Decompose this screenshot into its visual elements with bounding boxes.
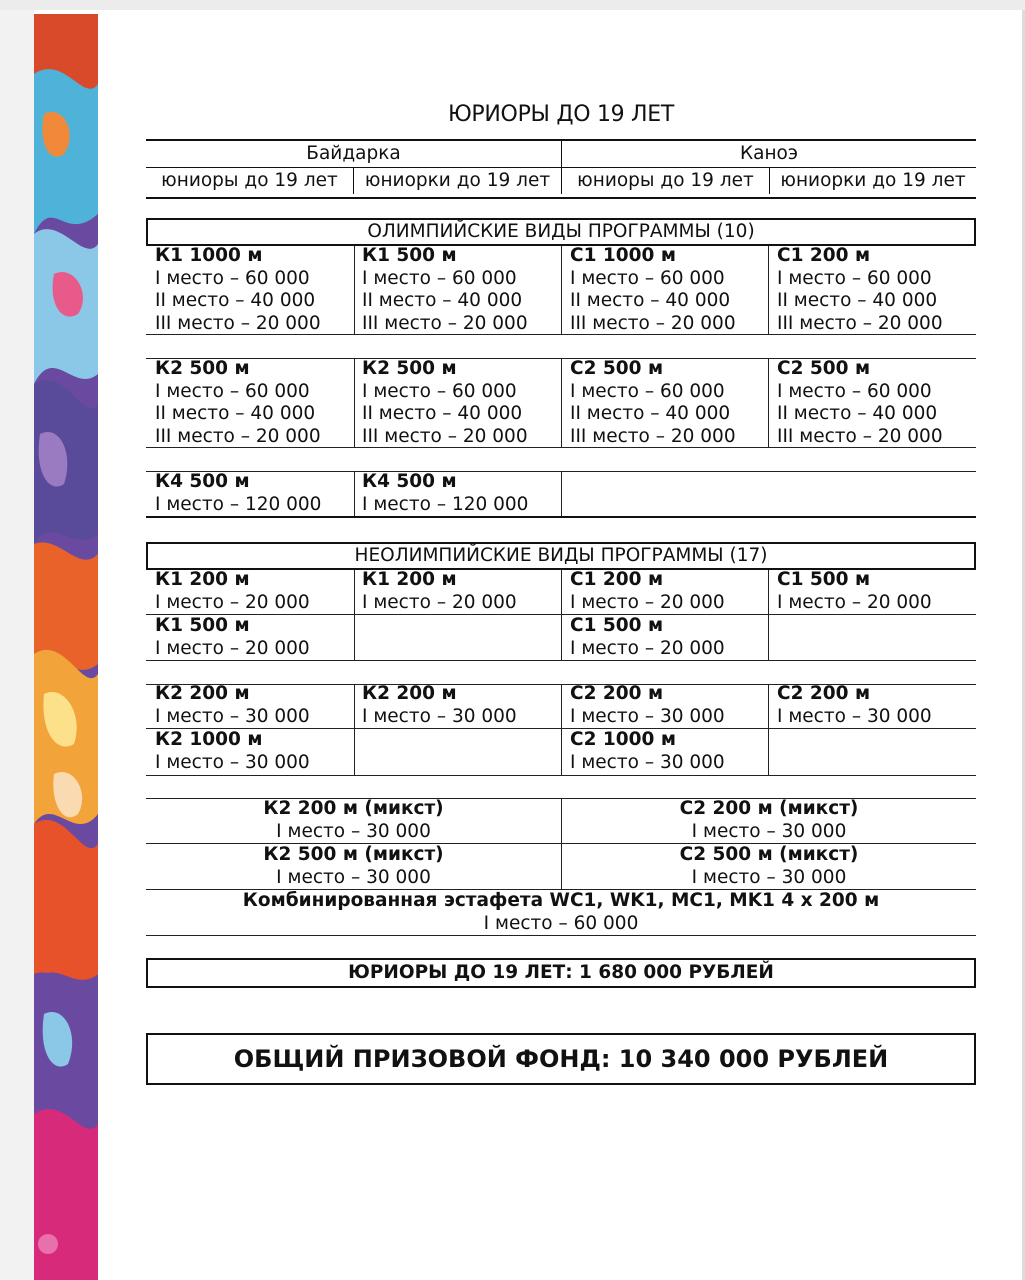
divider: [561, 246, 562, 334]
divider: [354, 684, 355, 775]
event-cell: К2 500 м I место – 60 000 II место – 40 000 III место – 20 000: [155, 358, 321, 447]
divider: [561, 471, 562, 517]
event-cell: К2 200 м (микст) I место – 30 000: [263, 798, 444, 842]
event-cell: К2 1000 м I место – 30 000: [155, 729, 310, 773]
divider: [354, 358, 355, 447]
event-cell: С2 200 м I место – 30 000: [570, 683, 725, 727]
header-sub-4: юниорки до 19 лет: [769, 168, 976, 194]
header-sub-2: юниорки до 19 лет: [353, 168, 561, 194]
relay-cell: Комбинированная эстафета WC1, WK1, MC1, MK1 4 х 200 м I место – 60 000: [242, 890, 880, 934]
divider: [561, 684, 562, 775]
event-cell: С1 200 м I место – 60 000 II место – 40 000 III место – 20 000: [777, 245, 943, 334]
event-cell: К2 200 м I место – 30 000: [362, 683, 517, 727]
event-cell: С1 500 м I место – 20 000: [777, 569, 932, 613]
column-header: [146, 139, 976, 199]
header-sub-1: юниоры до 19 лет: [161, 170, 338, 191]
event-cell: К2 500 м I место – 60 000 II место – 40 000 III место – 20 000: [362, 358, 528, 447]
divider: [561, 358, 562, 447]
header-sub-3: юниоры до 19 лет: [561, 168, 769, 194]
event-cell: К2 500 м (микст) I место – 30 000: [263, 844, 444, 888]
divider: [354, 471, 355, 517]
event-cell: К1 200 м I место – 20 000: [155, 569, 310, 613]
event-cell: С1 200 м I место – 20 000: [570, 569, 725, 613]
section-total: ЮРИОРЫ ДО 19 ЛЕТ: 1 680 000 РУБЛЕЙ: [146, 958, 976, 988]
header-group-canoe: Каноэ: [561, 141, 976, 167]
event-cell: С2 500 м (микст) I место – 30 000: [679, 844, 859, 888]
event-cell: К1 500 м I место – 20 000: [155, 615, 310, 659]
divider: [146, 775, 976, 776]
event-cell: С2 1000 м I место – 30 000: [570, 729, 725, 773]
divider: [146, 447, 976, 448]
event-cell: С2 200 м I место – 30 000: [777, 683, 932, 727]
event-cell: К1 200 м I место – 20 000: [362, 569, 517, 613]
divider: [146, 334, 976, 335]
event-cell: С2 200 м (микст) I место – 30 000: [679, 798, 859, 842]
olympic-section-heading: ОЛИМПИЙСКИЕ ВИДЫ ПРОГРАММЫ (10): [146, 218, 976, 246]
divider: [354, 246, 355, 334]
event-cell: С2 500 м I место – 60 000 II место – 40 000 III место – 20 000: [777, 358, 943, 447]
decorative-paint-stripe: [34, 14, 98, 1280]
viewer-top-bar: [0, 0, 1025, 10]
divider: [768, 570, 769, 660]
event-cell: К1 500 м I место – 60 000 II место – 40 000 III место – 20 000: [362, 245, 528, 334]
non-olympic-section-heading: НЕОЛИМПИЙСКИЕ ВИДЫ ПРОГРАММЫ (17): [146, 542, 976, 570]
divider: [146, 935, 976, 936]
event-cell: К2 200 м I место – 30 000: [155, 683, 310, 727]
header-group-kayak: Байдарка: [306, 143, 401, 164]
divider: [768, 358, 769, 447]
event-cell: С1 500 м I место – 20 000: [570, 615, 725, 659]
event-cell: К1 1000 м I место – 60 000 II место – 40 000 III место – 20 000: [155, 245, 321, 334]
event-cell: С2 500 м I место – 60 000 II место – 40 000 III место – 20 000: [570, 358, 736, 447]
grand-total: ОБЩИЙ ПРИЗОВОЙ ФОНД: 10 340 000 РУБЛЕЙ: [146, 1033, 976, 1085]
divider: [146, 516, 976, 518]
page-title: ЮРИОРЫ ДО 19 ЛЕТ: [447, 102, 675, 127]
divider: [561, 570, 562, 660]
divider: [768, 684, 769, 775]
divider: [768, 246, 769, 334]
divider: [146, 660, 976, 661]
event-cell: К4 500 м I место – 120 000: [155, 471, 322, 515]
event-cell: К4 500 м I место – 120 000: [362, 471, 529, 515]
divider: [354, 570, 355, 660]
event-cell: С1 1000 м I место – 60 000 II место – 40 000 III место – 20 000: [570, 245, 736, 334]
